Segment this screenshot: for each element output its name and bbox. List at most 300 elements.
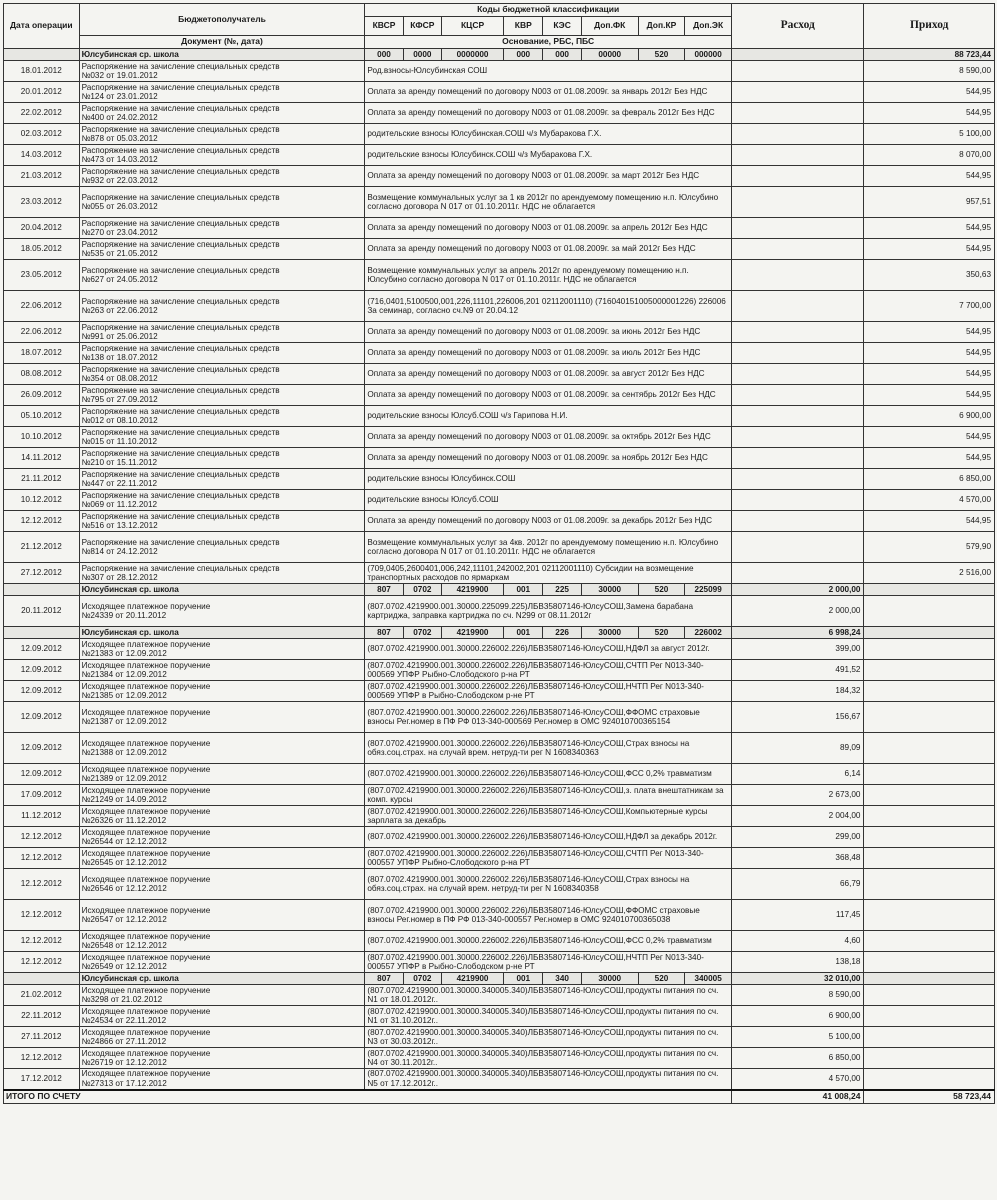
basis-text: (807.0702.4219900.001.30000.226002.226)ЛБВ35807146-ЮлсуСОШ,Страх взносы на обяз.соц.страх. на случай врем. нетруд-ти рег N 1608340358 — [365, 869, 732, 900]
document-type: Исходящее платежное поручение — [81, 1069, 211, 1079]
basis-text: Возмещение коммунальных услуг за апрель 2012г по арендуемому помещению н.п. Юлсубино согласно договора N 017 от 01.10.2011г. НДС не облагается — [365, 260, 732, 291]
document-number: №535 от 21.05.2012 — [81, 249, 158, 258]
section-code: 000 — [543, 49, 581, 61]
document-cell — [79, 490, 365, 511]
basis-text: (807.0702.4219900.001.30000.226002.226)ЛБВ35807146-ЮлсуСОШ,СЧТП Рег N013-340-000569 УПФР Рыбно-Слободского р-на РТ — [365, 660, 732, 681]
document-cell — [79, 702, 365, 733]
ledger-row — [4, 448, 995, 469]
document-type: Распоряжение на зачисление специальных средств — [81, 82, 280, 92]
expense-amount — [731, 61, 864, 82]
basis-text: Оплата за аренду помещений по договору N003 от 01.08.2009г. за февраль 2012г Без НДС — [365, 103, 732, 124]
document-number: №516 от 13.12.2012 — [81, 521, 158, 530]
income-amount — [864, 785, 995, 806]
ledger-table — [3, 3, 995, 1104]
operation-date: 23.03.2012 — [4, 187, 80, 218]
ledger-row — [4, 61, 995, 82]
document-cell — [79, 806, 365, 827]
basis-text: родительские взносы Юлсубинская.СОШ ч/з Мубаракова Г.Х. — [365, 124, 732, 145]
basis-text: Возмещение коммунальных услуг за 1 кв 2012г по арендуемому помещению н.п. Юлсубино согласно договора N 017 от 01.10.2011г. НДС не облагается — [365, 187, 732, 218]
document-number: №270 от 23.04.2012 — [81, 228, 158, 237]
document-cell — [79, 985, 365, 1006]
document-cell — [79, 218, 365, 239]
operation-date: 21.02.2012 — [4, 985, 80, 1006]
document-number: №21387 от 12.09.2012 — [81, 717, 167, 726]
operation-date: 10.12.2012 — [4, 490, 80, 511]
document-type: Исходящее платежное поручение — [81, 931, 211, 941]
income-amount — [864, 1027, 995, 1048]
expense-amount — [731, 218, 864, 239]
document-number: №26547 от 12.12.2012 — [81, 915, 167, 924]
section-code: 226 — [543, 627, 581, 639]
basis-text: (807.0702.4219900.001.30000.340005.340)ЛБВ35807146-ЮлсуСОШ,продукты питания по сч. N3 от 30.03.2012г.. — [365, 1027, 732, 1048]
document-type: Исходящее платежное поручение — [81, 1006, 211, 1016]
document-type: Распоряжение на зачисление специальных средств — [81, 124, 280, 134]
ledger-row — [4, 260, 995, 291]
income-amount — [864, 952, 995, 973]
ledger-row — [4, 166, 995, 187]
document-cell — [79, 239, 365, 260]
ledger-row — [4, 532, 995, 563]
expense-amount: 66,79 — [731, 869, 864, 900]
document-type: Распоряжение на зачисление специальных средств — [81, 364, 280, 374]
document-type: Распоряжение на зачисление специальных средств — [81, 385, 280, 395]
document-cell — [79, 124, 365, 145]
document-number: №210 от 15.11.2012 — [81, 458, 158, 467]
expense-amount: 156,67 — [731, 702, 864, 733]
document-number: №21383 от 12.09.2012 — [81, 649, 167, 658]
document-cell — [79, 364, 365, 385]
operation-date: 12.12.2012 — [4, 511, 80, 532]
income-amount — [864, 1006, 995, 1027]
expense-amount — [731, 343, 864, 364]
expense-amount — [731, 364, 864, 385]
document-cell — [79, 1027, 365, 1048]
section-name: Юлсубинская ср. школа — [79, 49, 365, 61]
document-type: Исходящее платежное поручение — [81, 738, 211, 748]
document-type: Распоряжение на зачисление специальных средств — [81, 469, 280, 479]
document-number: №447 от 22.11.2012 — [81, 479, 158, 488]
section-date-cell — [4, 584, 80, 596]
total-expense: 41 008,24 — [731, 1090, 864, 1104]
document-type: Распоряжение на зачисление специальных средств — [81, 427, 280, 437]
section-income — [864, 973, 995, 985]
basis-text: Оплата за аренду помещений по договору N003 от 01.08.2009г. за октябрь 2012г Без НДС — [365, 427, 732, 448]
document-cell — [79, 532, 365, 563]
operation-date: 12.09.2012 — [4, 681, 80, 702]
basis-text: (709,0405,2600401,006,242,11101,242002,201 02112001110) Субсидии на возмещение транспортных расходов по ярмаркам — [365, 563, 732, 584]
document-cell — [79, 166, 365, 187]
ledger-row — [4, 511, 995, 532]
document-type: Распоряжение на зачисление специальных средств — [81, 563, 280, 573]
operation-date: 17.09.2012 — [4, 785, 80, 806]
section-code: 001 — [504, 973, 543, 985]
document-cell — [79, 291, 365, 322]
basis-text: (807.0702.4219900.001.30000.226002.226)ЛБВ35807146-ЮлсуСОШ,НДФЛ за декабрь 2012г. — [365, 827, 732, 848]
document-cell — [79, 187, 365, 218]
income-amount — [864, 596, 995, 627]
basis-text: Оплата за аренду помещений по договору N003 от 01.08.2009г. за июль 2012г Без НДС — [365, 343, 732, 364]
income-amount: 579,90 — [864, 532, 995, 563]
operation-date: 02.03.2012 — [4, 124, 80, 145]
document-type: Распоряжение на зачисление специальных средств — [81, 490, 280, 500]
basis-text: Оплата за аренду помещений по договору N003 от 01.08.2009г. за май 2012г Без НДС — [365, 239, 732, 260]
ledger-row — [4, 187, 995, 218]
section-code: 226002 — [685, 627, 732, 639]
expense-amount — [731, 82, 864, 103]
document-number: №26326 от 11.12.2012 — [81, 816, 167, 825]
basis-text: (807.0702.4219900.001.30000.225099.225)ЛБВ35807146-ЮлсуСОШ,Замена барабана картриджа, заправка картриджа по сч. N299 от 08.11.2012г — [365, 596, 732, 627]
operation-date: 12.09.2012 — [4, 660, 80, 681]
document-type: Распоряжение на зачисление специальных средств — [81, 166, 280, 176]
basis-text: (807.0702.4219900.001.30000.340005.340)ЛБВ35807146-ЮлсуСОШ,продукты питания по сч. N1 от 31.10.2012г.. — [365, 1006, 732, 1027]
income-amount: 5 100,00 — [864, 124, 995, 145]
operation-date: 05.10.2012 — [4, 406, 80, 427]
basis-text: Оплата за аренду помещений по договору N003 от 01.08.2009г. за декабрь 2012г Без НДС — [365, 511, 732, 532]
section-code: 0702 — [403, 973, 441, 985]
expense-amount: 5 100,00 — [731, 1027, 864, 1048]
document-cell — [79, 469, 365, 490]
ledger-row — [4, 490, 995, 511]
ledger-row — [4, 103, 995, 124]
ledger-row — [4, 660, 995, 681]
expense-amount: 491,52 — [731, 660, 864, 681]
income-amount: 544,95 — [864, 82, 995, 103]
code-header-dop-ek: Доп.ЭК — [685, 17, 732, 36]
operation-date: 14.03.2012 — [4, 145, 80, 166]
basis-text: Возмещение коммунальных услуг за 4кв. 2012г по арендуемому помещению н.п. Юлсубино согласно договора N 017 от 01.10.2011г. НДС не облагается — [365, 532, 732, 563]
operation-date: 12.12.2012 — [4, 900, 80, 931]
section-code: 000000 — [685, 49, 732, 61]
document-type: Распоряжение на зачисление специальных средств — [81, 192, 280, 202]
basis-text: (807.0702.4219900.001.30000.226002.226)ЛБВ35807146-ЮлсуСОШ,Компьютерные курсы зарплата за декабрь — [365, 806, 732, 827]
document-number: №991 от 25.06.2012 — [81, 332, 158, 341]
income-amount: 957,51 — [864, 187, 995, 218]
section-expense: 2 000,00 — [731, 584, 864, 596]
income-amount: 544,95 — [864, 322, 995, 343]
income-amount: 350,63 — [864, 260, 995, 291]
ledger-row — [4, 702, 995, 733]
income-amount: 6 850,00 — [864, 469, 995, 490]
document-type: Исходящее платежное поручение — [81, 874, 211, 884]
section-code: 30000 — [581, 973, 638, 985]
basis-text: родительские взносы Юлсуб.СОШ ч/з Гарипова Н.И. — [365, 406, 732, 427]
operation-date: 21.11.2012 — [4, 469, 80, 490]
income-amount — [864, 869, 995, 900]
recipient-column-header: Бюджетополучатель — [79, 4, 365, 36]
operation-date: 12.09.2012 — [4, 764, 80, 785]
ledger-row — [4, 1048, 995, 1069]
ledger-row — [4, 469, 995, 490]
document-number: №26548 от 12.12.2012 — [81, 941, 167, 950]
basis-text: родительские взносы Юлсубинск.СОШ ч/з Мубаракова Г.Х. — [365, 145, 732, 166]
operation-date: 20.01.2012 — [4, 82, 80, 103]
ledger-row — [4, 124, 995, 145]
ledger-row — [4, 639, 995, 660]
operation-date: 27.11.2012 — [4, 1027, 80, 1048]
income-amount — [864, 985, 995, 1006]
section-code: 001 — [504, 627, 543, 639]
income-amount: 544,95 — [864, 218, 995, 239]
operation-date: 21.03.2012 — [4, 166, 80, 187]
document-number: №138 от 18.07.2012 — [81, 353, 158, 362]
section-subtotal-row — [4, 49, 995, 61]
document-type: Исходящее платежное поручение — [81, 1048, 211, 1058]
basis-text: (807.0702.4219900.001.30000.226002.226)ЛБВ35807146-ЮлсуСОШ,ФФОМС страховые взносы Рег.номер в ПФ РФ 013-340-000569 Рег.номер в ОМС 924010700365154 — [365, 702, 732, 733]
section-name: Юлсубинская ср. школа — [79, 584, 365, 596]
section-name: Юлсубинская ср. школа — [79, 973, 365, 985]
income-amount — [864, 806, 995, 827]
codes-header: Коды бюджетной классификации — [365, 4, 732, 17]
ledger-row — [4, 239, 995, 260]
section-name: Юлсубинская ср. школа — [79, 627, 365, 639]
expense-amount — [731, 532, 864, 563]
income-amount — [864, 733, 995, 764]
document-cell — [79, 103, 365, 124]
operation-date: 12.09.2012 — [4, 733, 80, 764]
basis-text: (807.0702.4219900.001.30000.226002.226)ЛБВ35807146-ЮлсуСОШ,НЧТП Рег N013-340-000569 УПФР в Рыбно-Слободском р-не РТ — [365, 681, 732, 702]
document-type: Распоряжение на зачисление специальных средств — [81, 296, 280, 306]
expense-amount: 368,48 — [731, 848, 864, 869]
ledger-row — [4, 952, 995, 973]
ledger-row — [4, 869, 995, 900]
income-amount: 8 070,00 — [864, 145, 995, 166]
income-amount — [864, 702, 995, 733]
operation-date: 26.09.2012 — [4, 385, 80, 406]
section-expense: 32 010,00 — [731, 973, 864, 985]
income-amount: 544,95 — [864, 511, 995, 532]
document-cell — [79, 82, 365, 103]
expense-amount: 117,45 — [731, 900, 864, 931]
section-code: 4219900 — [441, 627, 503, 639]
code-header-kfsr: КФСР — [403, 17, 441, 36]
document-type: Исходящее платежное поручение — [81, 905, 211, 915]
document-cell — [79, 61, 365, 82]
document-type: Исходящее платежное поручение — [81, 707, 211, 717]
document-number: №24534 от 22.11.2012 — [81, 1016, 167, 1025]
income-amount: 544,95 — [864, 239, 995, 260]
ledger-row — [4, 385, 995, 406]
expense-amount — [731, 469, 864, 490]
operation-date: 12.12.2012 — [4, 827, 80, 848]
expense-amount: 184,32 — [731, 681, 864, 702]
section-code: 4219900 — [441, 584, 503, 596]
basis-column-header: Основание, РБС, ПБС — [365, 36, 732, 49]
section-code: 001 — [504, 584, 543, 596]
code-header-dop-kr: Доп.КР — [638, 17, 685, 36]
expense-amount — [731, 385, 864, 406]
basis-text: (807.0702.4219900.001.30000.226002.226)ЛБВ35807146-ЮлсуСОШ,з. плата внештатникам за комп. курсы — [365, 785, 732, 806]
income-amount: 6 900,00 — [864, 406, 995, 427]
section-code: 00000 — [581, 49, 638, 61]
document-cell — [79, 1006, 365, 1027]
operation-date: 21.12.2012 — [4, 532, 80, 563]
ledger-row — [4, 1069, 995, 1090]
section-code: 0000000 — [441, 49, 503, 61]
document-type: Исходящее платежное поручение — [81, 601, 211, 611]
expense-amount: 299,00 — [731, 827, 864, 848]
document-cell — [79, 322, 365, 343]
section-income: 88 723,44 — [864, 49, 995, 61]
document-cell — [79, 785, 365, 806]
basis-text: (807.0702.4219900.001.30000.340005.340)ЛБВ35807146-ЮлсуСОШ,продукты питания по сч. N4 от 30.11.2012г.. — [365, 1048, 732, 1069]
document-type: Исходящее платежное поручение — [81, 827, 211, 837]
operation-date: 22.02.2012 — [4, 103, 80, 124]
document-number: №012 от 08.10.2012 — [81, 416, 158, 425]
document-cell — [79, 385, 365, 406]
basis-text: Оплата за аренду помещений по договору N003 от 01.08.2009г. за июнь 2012г Без НДС — [365, 322, 732, 343]
expense-amount — [731, 239, 864, 260]
document-number: №627 от 24.05.2012 — [81, 275, 158, 284]
section-code: 807 — [365, 627, 403, 639]
document-number: №263 от 22.06.2012 — [81, 306, 158, 315]
document-number: №24339 от 20.11.2012 — [81, 611, 167, 620]
document-type: Распоряжение на зачисление специальных средств — [81, 61, 280, 71]
document-type: Распоряжение на зачисление специальных средств — [81, 103, 280, 113]
document-type: Распоряжение на зачисление специальных средств — [81, 511, 280, 521]
basis-text: (716,0401,5100500,001,226,11101,226006,201 02112001110) (716040151005000001226) 226006 За семинар, согласно сч.N9 от 20.04.12 — [365, 291, 732, 322]
operation-date: 22.11.2012 — [4, 1006, 80, 1027]
ledger-row — [4, 806, 995, 827]
expense-amount: 4 570,00 — [731, 1069, 864, 1090]
document-number: №069 от 11.12.2012 — [81, 500, 158, 509]
income-amount — [864, 931, 995, 952]
document-cell — [79, 427, 365, 448]
ledger-row — [4, 931, 995, 952]
basis-text: Оплата за аренду помещений по договору N003 от 01.08.2009г. за март 2012г Без НДС — [365, 166, 732, 187]
expense-amount — [731, 490, 864, 511]
expense-amount — [731, 145, 864, 166]
section-code: 0000 — [403, 49, 441, 61]
operation-date: 27.12.2012 — [4, 563, 80, 584]
code-header-kcsr: КЦСР — [441, 17, 503, 36]
basis-text: (807.0702.4219900.001.30000.226002.226)ЛБВ35807146-ЮлсуСОШ,НЧТП Рег N013-340-000557 УПФР в Рыбно-Слободском р-не РТ — [365, 952, 732, 973]
ledger-row — [4, 785, 995, 806]
document-cell — [79, 869, 365, 900]
document-number: №400 от 24.02.2012 — [81, 113, 158, 122]
document-number: №932 от 22.03.2012 — [81, 176, 158, 185]
section-income — [864, 627, 995, 639]
income-amount: 2 516,00 — [864, 563, 995, 584]
expense-amount — [731, 260, 864, 291]
document-cell — [79, 681, 365, 702]
document-type: Распоряжение на зачисление специальных средств — [81, 218, 280, 228]
expense-amount: 2 673,00 — [731, 785, 864, 806]
section-code: 520 — [638, 973, 685, 985]
section-subtotal-row — [4, 627, 995, 639]
expense-amount — [731, 406, 864, 427]
operation-date: 18.05.2012 — [4, 239, 80, 260]
document-type: Исходящее платежное поручение — [81, 785, 211, 795]
income-amount: 4 570,00 — [864, 490, 995, 511]
document-type: Исходящее платежное поручение — [81, 639, 211, 649]
expense-amount — [731, 322, 864, 343]
expense-amount: 2 004,00 — [731, 806, 864, 827]
total-row — [4, 1090, 995, 1104]
document-type: Распоряжение на зачисление специальных средств — [81, 406, 280, 416]
ledger-row — [4, 764, 995, 785]
operation-date: 12.09.2012 — [4, 702, 80, 733]
document-number: №21249 от 14.09.2012 — [81, 795, 167, 804]
income-amount: 544,95 — [864, 385, 995, 406]
section-expense — [731, 49, 864, 61]
section-subtotal-row — [4, 973, 995, 985]
operation-date: 12.12.2012 — [4, 869, 80, 900]
document-cell — [79, 639, 365, 660]
document-number: №032 от 19.01.2012 — [81, 71, 158, 80]
section-expense: 6 998,24 — [731, 627, 864, 639]
ledger-row — [4, 900, 995, 931]
section-code: 520 — [638, 627, 685, 639]
basis-text: (807.0702.4219900.001.30000.226002.226)ЛБВ35807146-ЮлсуСОШ,ФФОМС страховые взносы Рег.номер в ПФ РФ 013-340-000557 Рег.номер в ОМС 924010700365038 — [365, 900, 732, 931]
document-number: №015 от 11.10.2012 — [81, 437, 158, 446]
income-amount — [864, 1069, 995, 1090]
expense-amount — [731, 511, 864, 532]
section-code: 0702 — [403, 627, 441, 639]
document-number: №24866 от 27.11.2012 — [81, 1037, 167, 1046]
document-cell — [79, 1069, 365, 1090]
ledger-row — [4, 985, 995, 1006]
section-code: 225 — [543, 584, 581, 596]
basis-text: Род.взносы-Юлсубинская СОШ — [365, 61, 732, 82]
operation-date: 22.06.2012 — [4, 322, 80, 343]
income-amount: 544,95 — [864, 427, 995, 448]
document-number: №307 от 28.12.2012 — [81, 573, 158, 582]
income-amount — [864, 660, 995, 681]
section-code: 225099 — [685, 584, 732, 596]
income-amount — [864, 827, 995, 848]
ledger-row — [4, 343, 995, 364]
expense-amount — [731, 103, 864, 124]
section-code: 340005 — [685, 973, 732, 985]
document-number: №26719 от 12.12.2012 — [81, 1058, 167, 1067]
basis-text: (807.0702.4219900.001.30000.226002.226)ЛБВ35807146-ЮлсуСОШ,ФСС 0,2% травматизм — [365, 764, 732, 785]
document-cell — [79, 448, 365, 469]
ledger-row — [4, 1006, 995, 1027]
document-cell — [79, 900, 365, 931]
operation-date: 11.12.2012 — [4, 806, 80, 827]
section-date-cell — [4, 49, 80, 61]
expense-amount: 138,18 — [731, 952, 864, 973]
document-type: Распоряжение на зачисление специальных средств — [81, 145, 280, 155]
income-amount: 544,95 — [864, 343, 995, 364]
section-code: 0702 — [403, 584, 441, 596]
document-type: Исходящее платежное поручение — [81, 952, 211, 962]
basis-text: (807.0702.4219900.001.30000.340005.340)ЛБВ35807146-ЮлсуСОШ,продукты питания по сч. N5 от 17.12.2012г.. — [365, 1069, 732, 1090]
document-cell — [79, 511, 365, 532]
code-header-dop-fk: Доп.ФК — [581, 17, 638, 36]
income-amount — [864, 764, 995, 785]
document-cell — [79, 931, 365, 952]
document-number: №795 от 27.09.2012 — [81, 395, 158, 404]
basis-text: Оплата за аренду помещений по договору N003 от 01.08.2009г. за август 2012г Без НДС — [365, 364, 732, 385]
section-code: 807 — [365, 584, 403, 596]
total-label: ИТОГО ПО СЧЕТУ — [4, 1090, 732, 1104]
ledger-row — [4, 145, 995, 166]
expense-amount — [731, 291, 864, 322]
expense-column-header: Расход — [731, 4, 864, 49]
income-amount — [864, 900, 995, 931]
income-amount — [864, 639, 995, 660]
ledger-row — [4, 427, 995, 448]
expense-amount: 6 850,00 — [731, 1048, 864, 1069]
section-date-cell — [4, 973, 80, 985]
income-amount: 544,95 — [864, 166, 995, 187]
expense-amount — [731, 124, 864, 145]
ledger-row — [4, 848, 995, 869]
basis-text: (807.0702.4219900.001.30000.226002.226)ЛБВ35807146-ЮлсуСОШ,ФСС 0,2% травматизм — [365, 931, 732, 952]
document-number: №21389 от 12.09.2012 — [81, 774, 167, 783]
document-number: №354 от 08.08.2012 — [81, 374, 158, 383]
